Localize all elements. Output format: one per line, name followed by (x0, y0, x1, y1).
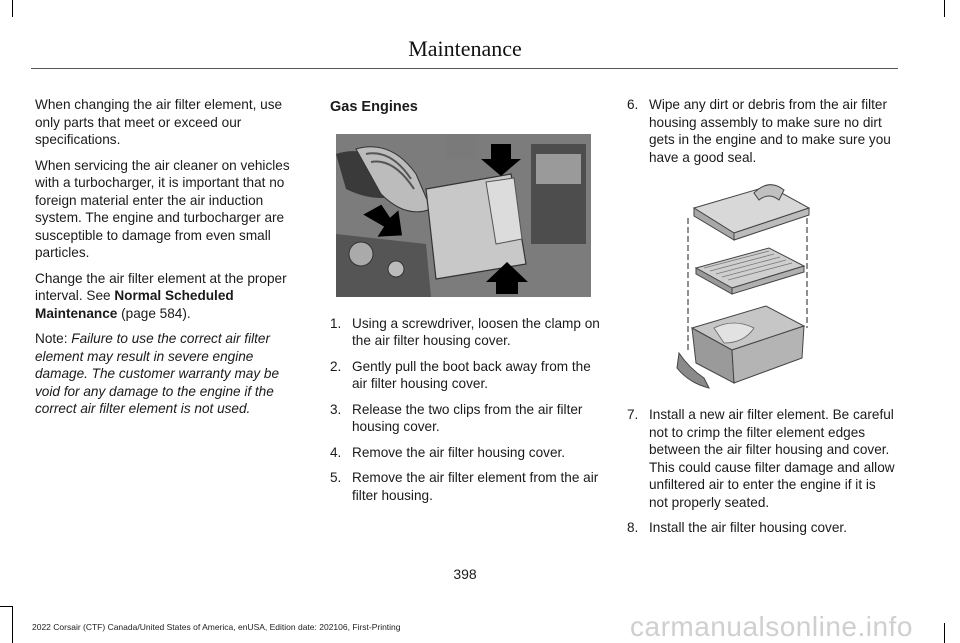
list-item (627, 406, 897, 511)
list-item (627, 519, 897, 537)
section-heading-gas-engines: Gas Engines (330, 99, 418, 115)
air-filter-exploded-illustration (674, 178, 824, 398)
step-text: Release the two clips from the air filter housing cover. (352, 401, 583, 434)
cleaning-steps-list (627, 96, 897, 166)
crop-mark-bottom-right (944, 623, 945, 643)
list-item (330, 469, 602, 504)
column-left (35, 96, 297, 426)
step-text: Install the air filter housing cover. (649, 520, 847, 535)
step-text: Wipe any dirt or debris from the air filter housing assembly to make sure no dirt gets in the engine and to make sure you have a good seal. (649, 97, 891, 165)
page-title: Maintenance (408, 36, 522, 61)
watermark: carmanualsonline.info (630, 611, 913, 642)
list-item (330, 315, 602, 350)
crop-mark-bottom-left (12, 606, 13, 643)
crop-mark-bottom-left-h (0, 606, 12, 607)
crop-mark-top-left (12, 0, 13, 17)
step-number: 6. (627, 97, 639, 112)
edition-footer: 2022 Corsair (CTF) Canada/United States of America, enUSA, Edition date: 202106, First-Printing (32, 622, 401, 632)
interval-text: Change the air filter element at the proper interval. See (35, 270, 287, 303)
paragraph-interval (35, 270, 297, 323)
list-item (330, 444, 602, 462)
note-label: Note: (35, 331, 68, 346)
step-number: 4. (330, 444, 342, 460)
note-paragraph (35, 330, 297, 418)
step-text: Gently pull the boot back away from the air filter housing cover. (352, 358, 591, 391)
engine-air-filter-illustration (336, 134, 591, 297)
paragraph-turbocharger: When servicing the air cleaner on vehicles with a turbocharger, it is important that no foreign material enter the air induction system. The engine and turbocharger are susceptible to damage from even small particles. (35, 157, 290, 260)
note-text: Failure to use the correct air filter element may result in severe engine damage. The customer warranty may be void for any damage to the engine if the correct air filter element is not used. (35, 331, 280, 416)
step-number: 8. (627, 520, 639, 535)
step-text: Using a screwdriver, loosen the clamp on the air filter housing cover. (352, 315, 600, 348)
step-number: 2. (330, 358, 342, 374)
step-number: 3. (330, 401, 342, 417)
step-number: 5. (330, 470, 342, 485)
step-text: Remove the air filter element from the air filter housing. (352, 470, 599, 503)
list-item (330, 401, 602, 436)
step-number: 1. (330, 315, 342, 331)
page-reference: (page 584). (117, 305, 191, 321)
install-steps-list (627, 406, 897, 537)
page-number: 398 (453, 566, 477, 582)
column-middle (330, 96, 602, 512)
removal-steps-list (330, 315, 602, 505)
step-number: 7. (627, 407, 639, 422)
step-text: Remove the air filter housing cover. (352, 444, 566, 460)
paragraph-parts-spec: When changing the air filter element, use only parts that meet or exceed our specifications. (35, 97, 283, 147)
list-item (627, 96, 897, 166)
header-divider (31, 68, 898, 69)
column-right (627, 96, 897, 545)
scheduled-maintenance-link[interactable]: Normal Scheduled Maintenance (35, 288, 234, 321)
step-text: Install a new air filter element. Be careful not to crimp the filter element edges between the air filter housing and cover. This could cause filter damage and allow unfiltered air to enter the engine if it is not properly seated. (649, 407, 895, 510)
list-item (330, 358, 602, 393)
crop-mark-top-right (944, 0, 945, 17)
